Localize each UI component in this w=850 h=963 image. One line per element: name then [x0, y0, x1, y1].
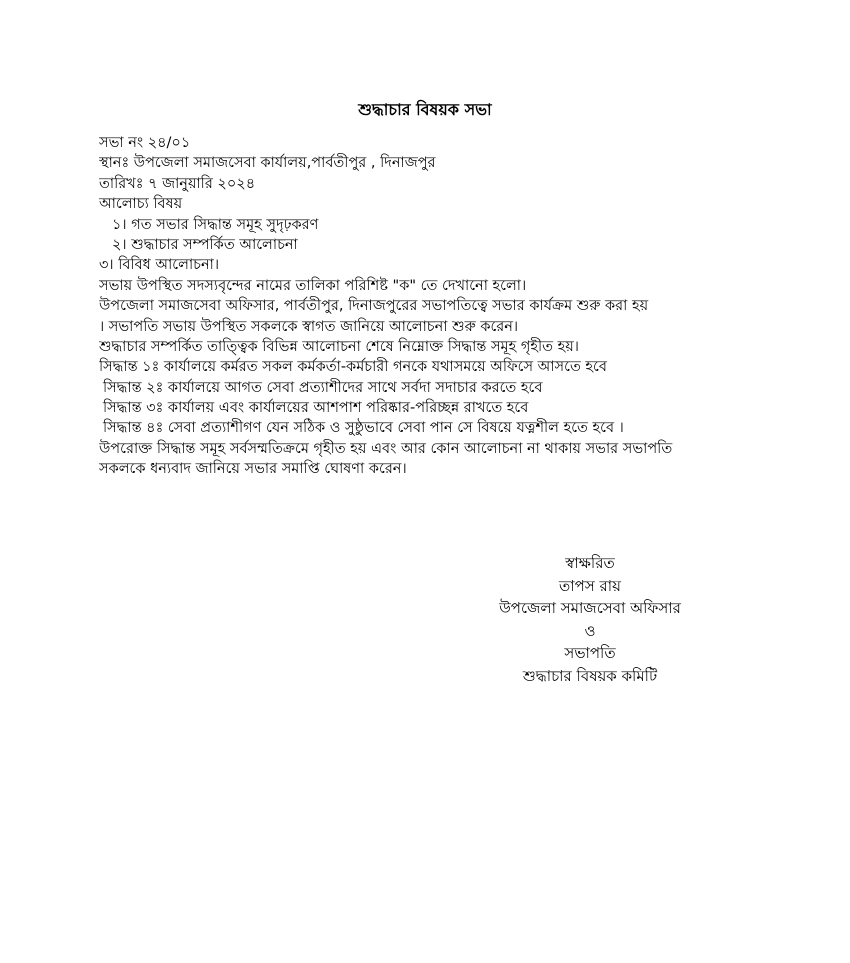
signatory-designation: উপজেলা সমাজসেবা অফিসার [499, 599, 681, 617]
agenda-item: ২। শুদ্ধাচার সম্পর্কিত আলোচনা [112, 236, 298, 253]
document-title: শুদ্ধাচার বিষয়ক সভা [358, 100, 492, 119]
signatory-name: তাপস রায় [559, 576, 621, 595]
paragraph-line: উপজেলা সমাজসেবা অফিসার, পার্বতীপুর, দিনাজপুরের সভাপতিত্বে সভার কার্যক্রম শুরু করা হয় [99, 298, 649, 315]
meeting-date: তারিখঃ ৭ জানুয়ারি ২০২৪ [99, 175, 256, 192]
attendance-note: সভায় উপস্থিত সদস্যবৃন্দের নামের তালিকা পরিশিষ্ট "ক" তে দেখানো হলো। [99, 277, 527, 294]
closing-line: উপরোক্ত সিদ্ধান্ত সমূহ সর্বসম্মতিক্রমে গৃহীত হয় এবং আর কোন আলোচনা না থাকায় সভার সভাপতি [99, 440, 673, 457]
paragraph-line: শুদ্ধাচার সম্পর্কিত তাত্ত্বিক বিভিন্ন আলোচনা শেষে নিম্নোক্ত সিদ্ধান্ত সমূহ গৃহীত হয়। [99, 338, 579, 355]
decision-item: সিদ্ধান্ত ২ঃ কার্যালয়ে আগত সেবা প্রত্যাশীদের সাথে সর্বদা সদাচার করতে হবে [103, 379, 543, 396]
meeting-venue: স্থানঃ উপজেলা সমাজসেবা কার্যালয়,পার্বতীপুর , দিনাজপুর [99, 155, 436, 172]
agenda-heading: আলোচ্য বিষয় [99, 196, 183, 213]
document-body [99, 133, 759, 480]
paragraph-line: । সভাপতি সভায় উপস্থিত সকলকে স্বাগত জানিয়ে আলোচনা শুরু করেন। [99, 318, 519, 335]
decision-item: সিদ্ধান্ত ১ঃ কার্যালয়ে কর্মরত সকল কর্মকর্তা-কর্মচারী গনকে যথাসময়ে অফিসে আসতে হবে [99, 359, 607, 376]
closing-line: সকলকে ধন্যবাদ জানিয়ে সভার সমাপ্তি ঘোষণা করেন। [99, 461, 407, 478]
agenda-item: ১। গত সভার সিদ্ধান্ত সমূহ সুদৃঢ়করণ [112, 216, 319, 233]
agenda-item: ৩। বিবিধ আলোচনা। [99, 257, 220, 274]
decision-item: সিদ্ধান্ত ৪ঃ সেবা প্রত্যাশীগণ যেন সঠিক ও সুষ্ঠুভাবে সেবা পান সে বিষয়ে যত্নশীল হতে হবে । [103, 420, 624, 437]
signatory-role: সভাপতি [564, 644, 616, 662]
signature-conjunction: ও [584, 621, 596, 640]
committee-name: শুদ্ধাচার বিষয়ক কমিটি [522, 666, 658, 685]
decision-item: সিদ্ধান্ত ৩ঃ কার্যালয় এবং কার্যালয়ের আশপাশ পরিষ্কার-পরিচ্ছন্ন রাখতে হবে [103, 400, 529, 417]
signature-block [440, 552, 740, 687]
meeting-number: সভা নং ২৪/০১ [99, 135, 191, 151]
signature-signed: স্বাক্ষরিত [565, 554, 615, 572]
